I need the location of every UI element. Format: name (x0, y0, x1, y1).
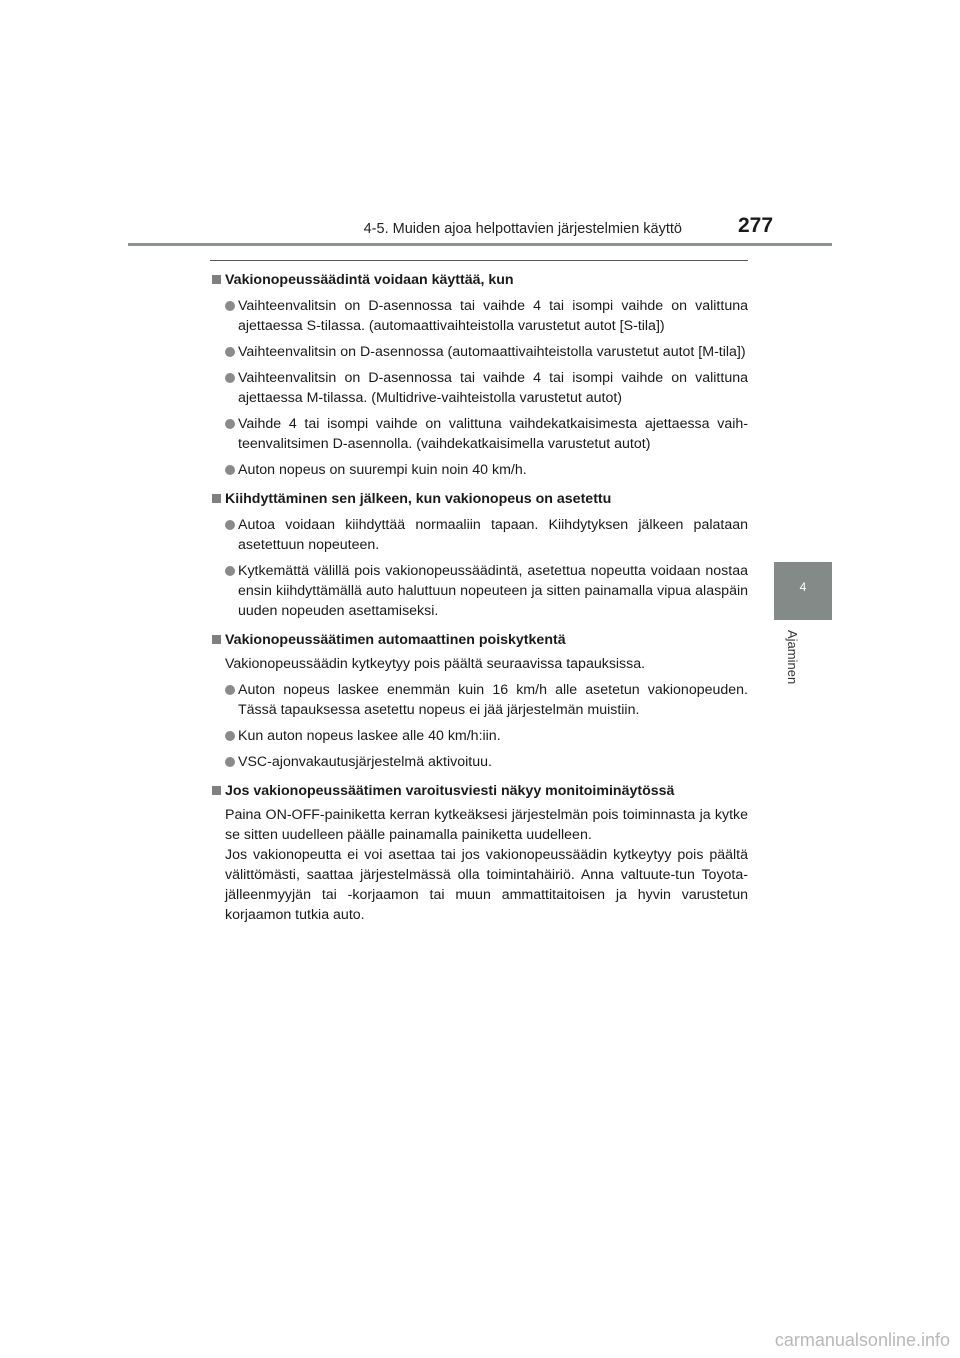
section-paragraph: Paina ON-OFF-painiketta kerran kytkeäksesi järjestelmän pois toiminnasta ja kytke se sitten uudelleen päälle painamalla painiketta uudelleen. (225, 807, 748, 843)
bullet-text: Kytkemättä välillä pois vakionopeussäädintä, asetettua nopeutta voidaan nostaa ensin kiihdyttämällä auto haluttuun nopeuteen ja sitten painamalla vipua alaspäin uuden nopeuden asettamiseksi. (238, 563, 748, 619)
bullet-text: Autoa voidaan kiihdyttää normaaliin tapaan. Kiihdytyksen jälkeen palataan asetettuun nopeuteen. (238, 517, 748, 553)
square-bullet-icon (212, 635, 221, 644)
bullet-text: Vaihde 4 tai isompi vaihde on valittuna vaihdekatkaisimesta ajettaessa vaih-teenvalitsimen D-asennolla. (vaihdekatkaisimella varustetut autot) (238, 416, 748, 452)
page-number: 277 (738, 214, 774, 237)
round-bullet-icon (225, 685, 235, 695)
chapter-tab-number: 4 (799, 580, 807, 594)
round-bullet-icon (225, 520, 235, 530)
section-heading-text: Kiihdyttäminen sen jälkeen, kun vakionopeus on asetettu (225, 491, 612, 507)
bullet-item (212, 561, 748, 621)
round-bullet-icon (225, 373, 235, 383)
bullet-text: Kun auton nopeus laskee alle 40 km/h:iin. (238, 728, 501, 744)
bullet-item (212, 342, 748, 362)
bullet-text: VSC-ajonvakautusjärjestelmä aktivoituu. (238, 754, 492, 770)
bullet-item (212, 414, 748, 454)
round-bullet-icon (225, 465, 235, 475)
section-heading (212, 489, 748, 509)
section-paragraph: Jos vakionopeutta ei voi asettaa tai jos vakionopeussäädin kytkeytyy pois päältä välittömästi, saattaa järjestelmässä olla toimintahäiriö. Anna valtuute-tun Toyota-jälleenmyyjän tai -korjaamon tai muun ammattitaitoisen ja hyvin varustetun korjaamon tutkia auto. (225, 847, 748, 923)
section-heading (212, 781, 748, 801)
section-heading (212, 270, 748, 290)
bullet-text: Auton nopeus laskee enemmän kuin 16 km/h alle asetetun vakionopeuden. Tässä tapauksessa asetettu nopeus ei jää järjestelmän muistiin. (238, 682, 748, 718)
round-bullet-icon (225, 566, 235, 576)
chapter-tab (774, 562, 832, 620)
bullet-text: Auton nopeus on suurempi kuin noin 40 km/h. (238, 462, 527, 478)
section-heading-text: Jos vakionopeussäätimen varoitusviesti näkyy monitoiminäytössä (225, 783, 675, 799)
section-heading-text: Vakionopeussäätimen automaattinen poiskytkentä (225, 632, 566, 648)
section-heading-text: Vakionopeussäädintä voidaan käyttää, kun (225, 272, 514, 288)
round-bullet-icon (225, 757, 235, 767)
round-bullet-icon (225, 301, 235, 311)
round-bullet-icon (225, 419, 235, 429)
page-header-title: 4-5. Muiden ajoa helpottavien järjestelmien käyttö (363, 221, 682, 237)
bullet-item (212, 460, 748, 480)
bullet-item (212, 515, 748, 555)
bullet-text: Vaihteenvalitsin on D-asennossa tai vaihde 4 tai isompi vaihde on valittuna ajettaessa M-tilassa. (Multidrive-vaihteistolla varustetut autot) (238, 370, 748, 406)
bullet-item (212, 680, 748, 720)
section-rule (210, 260, 748, 261)
bullet-item (212, 296, 748, 336)
round-bullet-icon (225, 347, 235, 357)
bullet-text: Vaihteenvalitsin on D-asennossa (automaattivaihteistolla varustetut autot [M-tila]) (238, 344, 746, 360)
bullet-text: Vaihteenvalitsin on D-asennossa tai vaihde 4 tai isompi vaihde on valittuna ajettaessa S-tilassa. (automaattivaihteistolla varustetut autot [S-tila]) (238, 298, 748, 334)
bullet-item (212, 752, 748, 772)
square-bullet-icon (212, 275, 221, 284)
header-rule (128, 243, 832, 246)
page-content (212, 270, 748, 925)
chapter-tab-label: Ajaminen (785, 630, 800, 685)
square-bullet-icon (212, 494, 221, 503)
bullet-item (212, 368, 748, 408)
footer-watermark: carmanualsonline.info (774, 1330, 950, 1350)
section-heading (212, 630, 748, 650)
bullet-item (212, 726, 748, 746)
square-bullet-icon (212, 786, 221, 795)
round-bullet-icon (225, 731, 235, 741)
section-intro: Vakionopeussäädin kytkeytyy pois päältä seuraavissa tapauksissa. (225, 656, 646, 672)
